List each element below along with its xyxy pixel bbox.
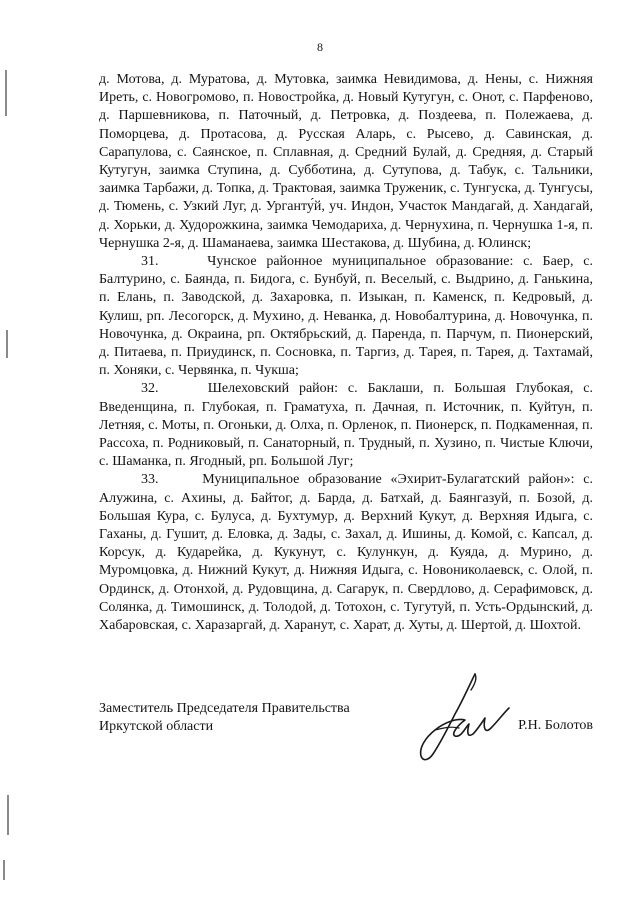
signer-position — [99, 700, 350, 736]
scan-edge-mark — [3, 860, 5, 880]
scan-edge-mark — [7, 795, 9, 835]
signer-position-line2: Иркутской области — [99, 719, 214, 735]
document-body — [99, 71, 593, 635]
handwritten-signature — [405, 668, 515, 768]
scan-edge-mark — [5, 70, 7, 116]
continued-list-paragraph: д. Мотова, д. Муратова, д. Мутовка, заимка Невидимова, д. Нены, с. Нижняя Иреть, с. Новогромово, п. Новостройка, д. Новый Кутугун, с. Онот, с. Парфеново, д. Паршевникова, п. Паточный, д. Петровка, д. Поздеева, п. Полежаева, д. Поморцева, д. Протасова, д. Русская Аларь, с. Рысево, д. Савинская, д. Сарапулова, с. Саянское, п. Сплавная, д. Средний Булай, д. Средняя, д. Старый Кутугун, заимка Ступина, д. Субботина, д. Сутупова, д. Табук, с. Тальники, заимка Тарбажи, д. Топка, д. Трактовая, заимка Труженик, с. Тунгуска, д. Тунгусы, д. Тюмень, с. Узкий Луг, д. Урганту́й, уч. Индон, Участок Мандагай, д. Хандагай, д. Хорьки, д. Худорожкина, заимка Чемодариха, д. Чернухина, п. Чернушка 1-я, п. Чернушка 2-я, д. Шаманаева, заимка Шестакова, д. Шубина, д. Юлинск; — [99, 72, 593, 251]
page-number: 8 — [317, 40, 323, 54]
signer-name: Р.Н. Болотов — [518, 718, 593, 733]
list-item-31: 31. Чунское районное муниципальное образование: с. Баер, с. Балтурино, с. Баянда, п. Бидога, с. Бунбуй, п. Веселый, с. Выдрино, д. Ганькина, п. Елань, п. Заводской, д. Захаровка, п. Изыкан, п. Каменск, п. Кедровый, д. Кулиш, рп. Лесогорск, д. Мухино, д. Неванка, д. Новобалтурина, д. Новочунка, п. Новочунка, д. Окраина, рп. Октябрьский, д. Паренда, п. Парчум, п. Пионерский, д. Питаева, п. Приудинск, п. Сосновка, п. Таргиз, д. Тарея, п. Тарея, д. Тахтамай, п. Хоняки, с. Червянка, п. Чукша; — [99, 254, 593, 379]
list-item-33: 33. Муниципальное образование «Эхирит-Булагатский район»: с. Алужина, с. Ахины, д. Байтог, д. Барда, д. Батхай, д. Баянгазуй, п. Бозой, д. Большая Кура, с. Булуса, д. Бухтумур, д. Верхний Кукут, д. Верхняя Идыга, с. Гаханы, д. Гушит, д. Еловка, д. Зады, с. Захал, д. Ишины, д. Комой, с. Капсал, д. Корсук, д. Кударейка, д. Кукунут, с. Кулункун, д. Куяда, д. Мурино, д. Муромцовка, д. Нижний Кукут, д. Нижняя Идыга, с. Новониколаевск, с. Олой, п. Ординск, д. Отонхой, д. Рудовщина, д. Сагарук, п. Свердлово, д. Серафимовск, д. Солянка, д. Тимошинск, д. Толодой, д. Тотохон, с. Тугутуй, п. Усть-Ордынский, д. Хабаровская, с. Харазаргай, д. Харанут, с. Харат, д. Хуты, д. Шертой, д. Шохтой. — [99, 472, 593, 634]
scan-edge-mark — [6, 330, 8, 358]
list-item-32: 32. Шелеховский район: с. Баклаши, п. Большая Глубокая, с. Введенщина, п. Глубокая, п. Граматуха, п. Дачная, п. Источник, п. Куйтун, п. Летняя, с. Моты, п. Огоньки, д. Олха, п. Орленок, п. Пионерск, п. Подкаменная, п. Рассоха, п. Родниковый, п. Санаторный, п. Трудный, п. Хузино, п. Чистые Ключи, с. Шаманка, п. Ягодный, рп. Большой Луг; — [99, 381, 593, 470]
signer-position-line1: Заместитель Председателя Правительства — [99, 701, 350, 716]
